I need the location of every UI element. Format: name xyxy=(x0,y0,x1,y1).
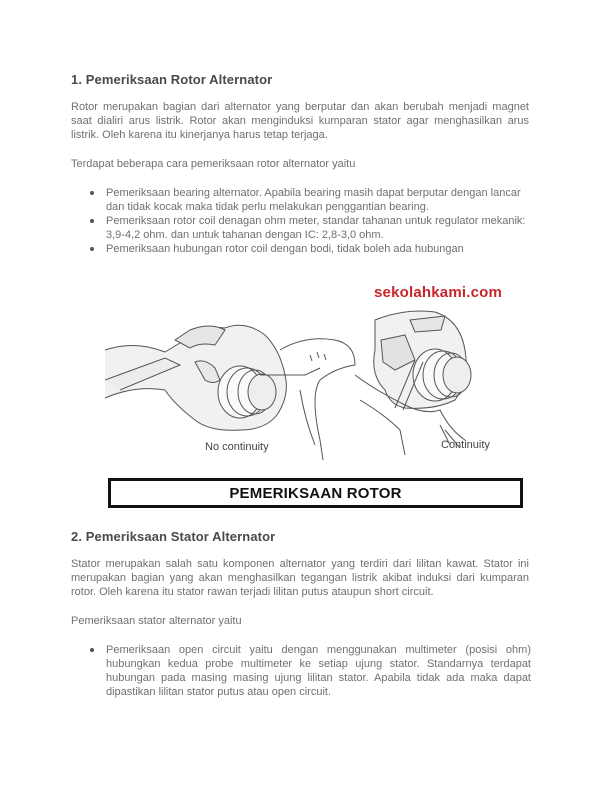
section-2-paragraph: Stator merupakan salah satu komponen alternator yang terdiri dari lilitan kawat. Stator ini merupakan bagian yang akan menghasilkan tegangan listrik akibat induksi dari kumparan rotor. Oleh karena itu stator rawan terjadi lilitan putus ataupun short circuit. xyxy=(71,558,529,598)
figure-banner-title: PEMERIKSAAN ROTOR xyxy=(108,478,523,508)
section-2-intro: Pemeriksaan stator alternator yaitu xyxy=(71,615,242,627)
rotor-continuity-illustration xyxy=(105,280,535,465)
section-1-heading: 1. Pemeriksaan Rotor Alternator xyxy=(71,72,273,87)
section-2-bullet-list xyxy=(71,643,531,699)
list-item: Pemeriksaan bearing alternator. Apabila bearing masih dapat berputar dengan lancar dan tidak kocak maka tidak perlu melakukan penggantian bearing. xyxy=(71,186,531,214)
no-continuity-drawing xyxy=(105,325,355,460)
bullet-icon xyxy=(90,247,94,251)
list-item: Pemeriksaan rotor coil denagan ohm meter, standar tahanan untuk regulator mekanik: 3,9-4,2 ohm. dan untuk tahanan dengan IC: 2,8-3,0 ohm. xyxy=(71,214,531,242)
bullet-icon xyxy=(90,219,94,223)
section-1-paragraph: Rotor merupakan bagian dari alternator yang berputar dan akan berubah menjadi magnet saat dialiri arus listrik. Rotor akan menginduksi kumparan stator agar menghasilkan arus listrik. Oleh karena itu kinerjanya harus tetap terjaga. xyxy=(71,101,529,141)
bullet-icon xyxy=(90,648,94,652)
section-2-heading: 2. Pemeriksaan Stator Alternator xyxy=(71,529,276,544)
no-continuity-caption: No continuity xyxy=(205,441,269,453)
section-1-bullet-list xyxy=(71,186,531,256)
bullet-icon xyxy=(90,191,94,195)
continuity-caption: Continuity xyxy=(441,439,490,451)
list-item: Pemeriksaan hubungan rotor coil dengan bodi, tidak boleh ada hubungan xyxy=(71,242,531,256)
watermark-text: sekolahkami.com xyxy=(374,284,503,301)
continuity-drawing xyxy=(355,311,471,455)
section-1-intro: Terdapat beberapa cara pemeriksaan rotor alternator yaitu xyxy=(71,158,356,170)
list-item: Pemeriksaan open circuit yaitu dengan menggunakan multimeter (posisi ohm) hubungkan kedua probe multimeter ke setiap ujung stator. Standarnya terdapat hubungan pada masing masing ujung lilitan stator. Apabila tidak ada maka dapat dipastikan lilitan stator putus atau open circuit. xyxy=(71,643,531,699)
